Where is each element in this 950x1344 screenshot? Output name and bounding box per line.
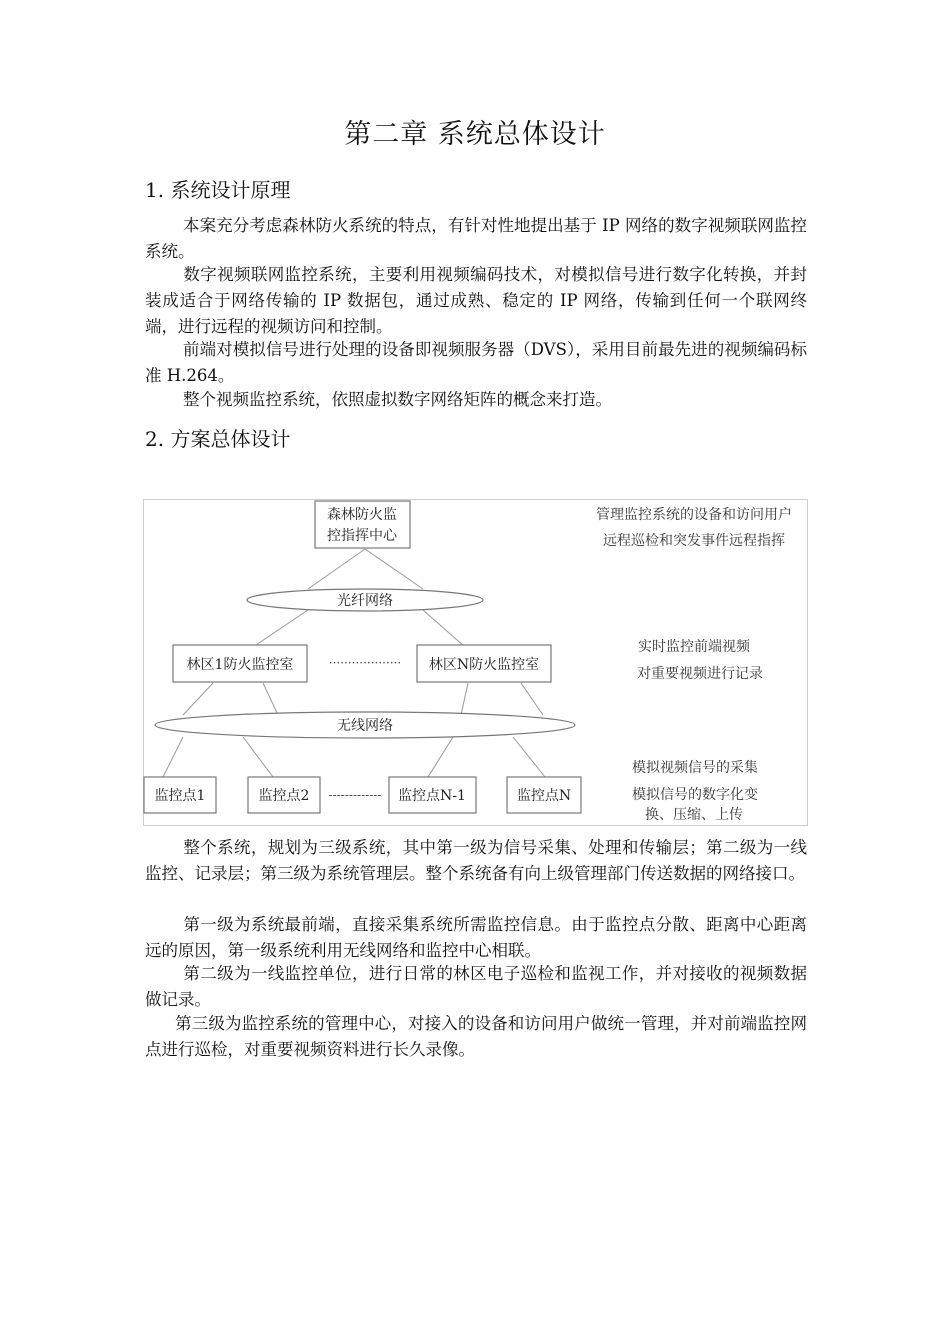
monitor-point-2-label: 监控点2: [258, 788, 310, 804]
paragraph: 整个视频监控系统，依照虚拟数字网络矩阵的概念来打造。: [183, 390, 612, 409]
section-heading-overall-design: 2. 方案总体设计: [145, 427, 291, 451]
monitor-point-1-label: 监控点1: [154, 788, 206, 804]
forest-room-1-label: 林区1防火监控室: [186, 657, 294, 673]
room-ellipsis: ···················: [328, 656, 402, 670]
command-center-label: 控指挥中心: [327, 528, 397, 544]
fiber-network-label: 光纤网络: [337, 593, 393, 609]
command-center-label: 森林防火监: [327, 507, 397, 523]
note-collection-3: 换、压缩、上传: [645, 807, 743, 823]
monitor-point-n1-label: 监控点N-1: [398, 788, 466, 804]
system-architecture-diagram: [143, 499, 808, 826]
paragraph: 本案充分考虑森林防火系统的特点，有针对性地提出基于 IP 网络的数字视频联网监控系统。: [145, 216, 807, 261]
note-management-1: 管理监控系统的设备和访问用户: [596, 507, 792, 523]
note-collection-1: 模拟视频信号的采集: [632, 760, 758, 776]
paragraph: 第三级为监控系统的管理中心，对接入的设备和访问用户做统一管理，并对前端监控网点进行巡检，对重要视频资料进行长久录像。: [145, 1014, 807, 1059]
point-ellipsis: -------------: [328, 788, 382, 802]
wireless-network-label: 无线网络: [337, 718, 393, 734]
forest-room-n-label: 林区N防火监控室: [428, 657, 540, 673]
section-heading-design-principle: 1. 系统设计原理: [145, 178, 291, 202]
paragraph: 第二级为一线监控单位，进行日常的林区电子巡检和监视工作，并对接收的视频数据做记录。: [145, 964, 807, 1009]
note-collection-2: 模拟信号的数字化变: [632, 787, 758, 803]
chapter-title: 第二章 系统总体设计: [344, 119, 606, 150]
note-monitoring-2: 对重要视频进行记录: [637, 666, 763, 682]
paragraph: 整个系统，规划为三级系统，其中第一级为信号采集、处理和传输层；第二级为一线监控、记录层；第三级为系统管理层。整个系统备有向上级管理部门传送数据的网络接口。: [145, 838, 807, 883]
monitor-point-n-label: 监控点N: [516, 788, 572, 804]
note-management-2: 远程巡检和突发事件远程指挥: [603, 533, 785, 549]
paragraph: 数字视频联网监控系统，主要利用视频编码技术，对模拟信号进行数字化转换，并封装成适合于网络传输的 IP 数据包，通过成熟、稳定的 IP 网络，传输到任何一个联网终端，进行远程的视频访问和控制。: [145, 265, 807, 336]
note-monitoring-1: 实时监控前端视频: [638, 639, 750, 655]
paragraph: 第一级为系统最前端，直接采集系统所需监控信息。由于监控点分散、距离中心距离远的原因，第一级系统利用无线网络和监控中心相联。: [145, 915, 807, 960]
paragraph: 前端对模拟信号进行处理的设备即视频服务器（DVS），采用目前最先进的视频编码标准 H.264。: [145, 340, 807, 385]
